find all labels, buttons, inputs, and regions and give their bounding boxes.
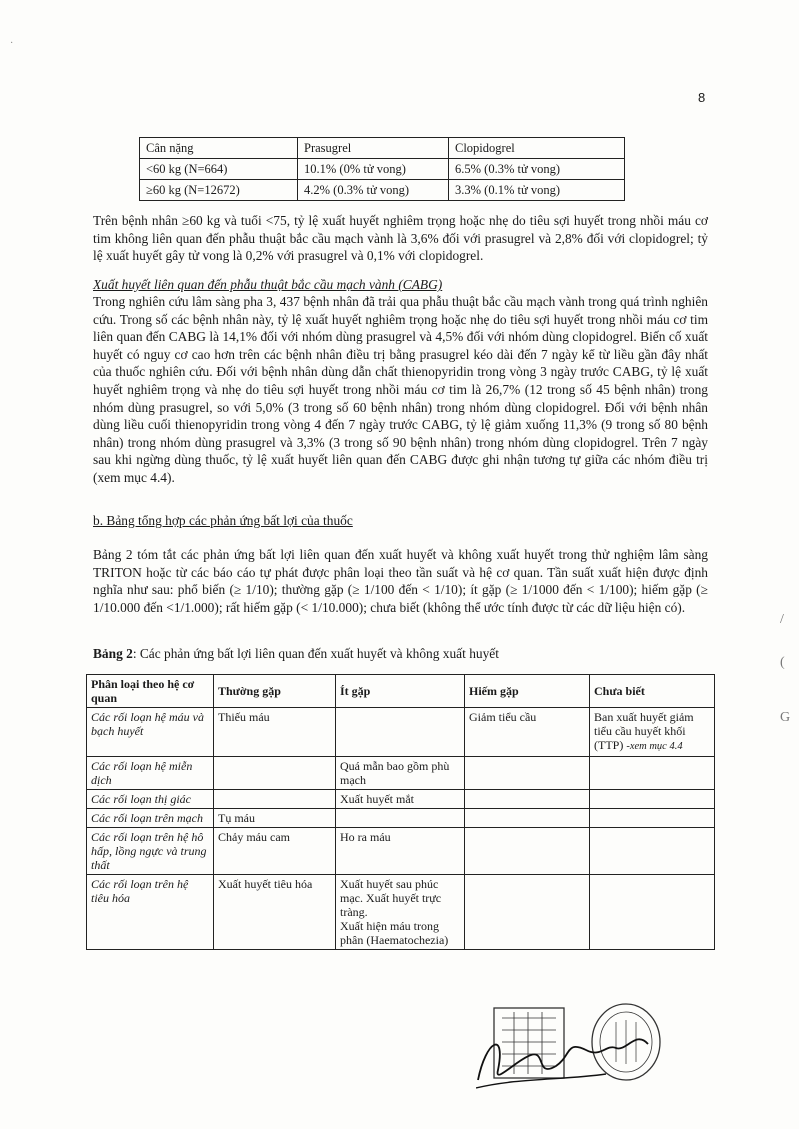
table-header-cell: Clopidogrel	[449, 138, 625, 159]
organ-class-cell: Các rối loạn trên hệ tiêu hóa	[87, 875, 214, 950]
official-seal-and-signature-icon	[476, 1000, 696, 1095]
table-cell: Xuất huyết tiêu hóa	[214, 875, 336, 950]
table-header-cell: Hiếm gặp	[465, 675, 590, 708]
cell-text: Xuất hiện máu trong phân (Haematochezia)	[340, 919, 449, 947]
section-b-heading: b. Bảng tổng hợp các phản ứng bất lợi của thuốc	[93, 513, 353, 528]
table-row	[87, 828, 715, 875]
table-cell: Ho ra máu	[336, 828, 465, 875]
table-cell	[465, 828, 590, 875]
table-header-cell: Phân loại theo hệ cơ quan	[87, 675, 214, 708]
table-cell	[336, 875, 465, 950]
table-cell: Thiếu máu	[214, 708, 336, 757]
table-row	[87, 809, 715, 828]
organ-class-cell: Các rối loạn trên hệ hô hấp, lồng ngực và trung thất	[87, 828, 214, 875]
table-header-cell: Prasugrel	[298, 138, 449, 159]
cabg-paragraph: Trong nghiên cứu lâm sàng pha 3, 437 bệnh nhân đã trải qua phẫu thuật bắc cầu mạch vành trong quá trình nghiên cứu. Trong số các bệnh nhân này, tỷ lệ xuất huyết nghiêm trọng hoặc nhẹ do tiêu sợi huyết trong nhồi máu cơ tim liên quan đến CABG là 14,1% đối với nhóm dùng prasugrel và 4,5% đối với nhóm dùng clopidogrel. Biến cố xuất huyết có nguy cơ cao hơn trên các bệnh nhân điều trị bằng prasugrel kéo dài đến 7 ngày kể từ liều gần đây nhất của thuốc nghiên cứu. Đối với bệnh nhân dùng dẫn chất thienopyridin trong vòng 3 ngày trước CABG, tỷ lệ xuất huyết nghiêm trọng và nhẹ do tiêu sợi huyết trong nhồi máu cơ tim là 26,7% (12 trong số 45 bệnh nhân) trong nhóm dùng prasugrel, so với 5,0% (3 trong số 60 bệnh nhân) trong nhóm dùng clopidogrel. Đối với bệnh nhân dùng liều cuối thienopyridin trong vòng 4 đến 7 ngày trước CABG, tỷ lệ giảm xuống 11,3% (9 trong số 80 bệnh nhân) trong nhóm dùng prasugrel và 3,3% (3 trong số 90 bệnh nhân) trong nhóm dùng clopidogrel. Trên 7 ngày sau khi ngừng dùng thuốc, tỷ lệ xuất huyết liên quan đến CABG được ghi nhận tương tự giữa các nhóm điều trị (xem mục 4.4).	[93, 294, 708, 485]
adverse-reactions-table	[86, 674, 715, 950]
table-header-cell: Cân nặng	[140, 138, 298, 159]
cell-text: Ban xuất huyết giảm tiểu cầu huyết khối (TTP)	[594, 710, 694, 752]
cabg-heading: Xuất huyết liên quan đến phẫu thuật bắc cầu mạch vành (CABG)	[93, 277, 443, 292]
table-cell: Quá mẫn bao gồm phù mạch	[336, 757, 465, 790]
organ-class-cell: Các rối loạn hệ miễn dịch	[87, 757, 214, 790]
table-cell: <60 kg (N=664)	[140, 159, 298, 180]
table-row	[140, 180, 625, 201]
table-cell	[465, 875, 590, 950]
table-cell	[465, 757, 590, 790]
edge-scan-mark: G	[780, 710, 791, 725]
table-header-row	[140, 138, 625, 159]
table-cell: Giảm tiểu cầu	[465, 708, 590, 757]
table-cell	[590, 828, 715, 875]
section-b-paragraph: Bảng 2 tóm tắt các phản ứng bất lợi liên quan đến xuất huyết và không xuất huyết trong thử nghiệm lâm sàng TRITON hoặc từ các báo cáo tự phát được phân loại theo tần suất và hệ cơ quan. Tần suất xuất hiện được định nghĩa như sau: phổ biến (≥ 1/10); thường gặp (≥ 1/100 đến < 1/10); ít gặp (≥ 1/1000 đến < 1/100); hiếm gặp (≥ 1/10.000 đến <1/1.000); rất hiếm gặp (< 1/10.000); chưa biết (không thể ước tính được từ các dữ liệu hiện có).	[93, 547, 708, 615]
table-cell: Tụ máu	[214, 809, 336, 828]
table-cell	[590, 809, 715, 828]
table-cell	[214, 790, 336, 809]
cross-reference: -xem mục 4.4	[626, 741, 683, 752]
table-cell: ≥60 kg (N=12672)	[140, 180, 298, 201]
table-row	[87, 790, 715, 809]
table-cell: Xuất huyết mắt	[336, 790, 465, 809]
table-row	[87, 757, 715, 790]
table-row	[87, 875, 715, 950]
table-cell	[590, 790, 715, 809]
scan-mark: ·	[10, 38, 14, 49]
table-cell	[465, 790, 590, 809]
table-cell: Chảy máu cam	[214, 828, 336, 875]
table-cell	[465, 809, 590, 828]
page-number: 8	[698, 90, 706, 105]
table-header-cell: Chưa biết	[590, 675, 715, 708]
table-header-row	[87, 675, 715, 708]
weight-paragraph: Trên bệnh nhân ≥60 kg và tuổi <75, tỷ lệ xuất huyết nghiêm trọng hoặc nhẹ do tiêu sợi huyết trong nhồi máu cơ tim không liên quan đến phẫu thuật bắc cầu mạch vành là 3,6% đối với prasugrel và 2,8% đối với clopidogrel; tỷ lệ xuất huyết gây tử vong là 0,2% với prasugrel và 0,1% với clopidogrel.	[93, 213, 708, 264]
edge-scan-mark: /	[780, 612, 784, 627]
table-cell: 10.1% (0% tử vong)	[298, 159, 449, 180]
weight-bleeding-table	[139, 137, 625, 201]
table-row	[140, 159, 625, 180]
table-header-cell: Ít gặp	[336, 675, 465, 708]
table-cell	[590, 875, 715, 950]
table-row	[87, 708, 715, 757]
table-cell	[590, 708, 715, 757]
table-cell	[336, 708, 465, 757]
organ-class-cell: Các rối loạn thị giác	[87, 790, 214, 809]
table-cell: 4.2% (0.3% tử vong)	[298, 180, 449, 201]
table-cell	[336, 809, 465, 828]
table-cell: 6.5% (0.3% tử vong)	[449, 159, 625, 180]
edge-scan-mark: (	[780, 655, 785, 670]
table2-caption	[93, 646, 499, 662]
cell-text: Xuất huyết sau phúc mạc. Xuất huyết trực tràng.	[340, 877, 442, 919]
table-header-cell: Thường gặp	[214, 675, 336, 708]
table-cell: 3.3% (0.1% tử vong)	[449, 180, 625, 201]
organ-class-cell: Các rối loạn hệ máu và bạch huyết	[87, 708, 214, 757]
table2-caption-label: Bảng 2	[93, 646, 133, 661]
organ-class-cell: Các rối loạn trên mạch	[87, 809, 214, 828]
table2-caption-text: : Các phản ứng bất lợi liên quan đến xuất huyết và không xuất huyết	[132, 646, 499, 661]
table-cell	[590, 757, 715, 790]
table-cell	[214, 757, 336, 790]
